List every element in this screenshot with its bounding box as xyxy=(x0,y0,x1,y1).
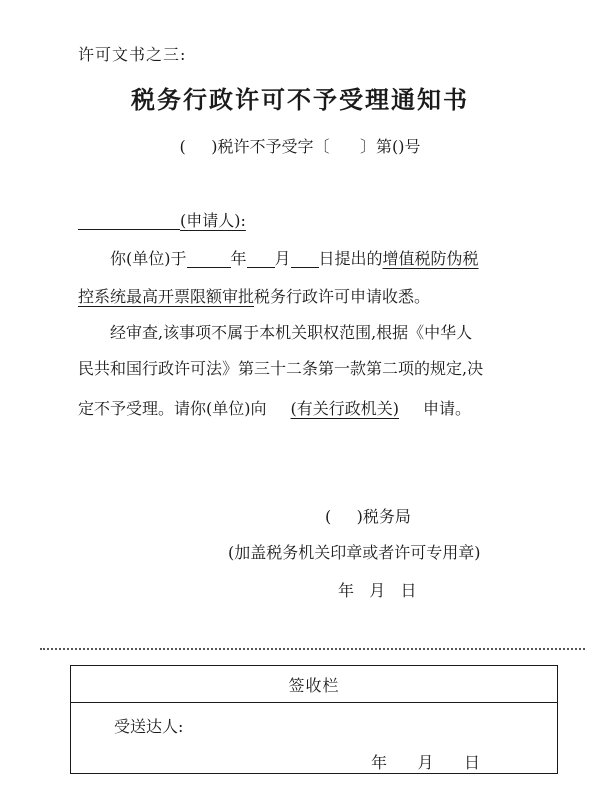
p1-day-text: 日提出的 xyxy=(318,249,383,268)
receipt-date: 年 月 日 xyxy=(371,753,481,772)
paragraph-2-line-2: 民共和国行政许可法》第三十二条第一款第二项的规定,决 xyxy=(78,359,484,378)
applicant-line xyxy=(78,208,246,231)
p2-line3-prefix: 定不予受理。请你(单位)向 xyxy=(78,399,267,418)
paragraph-1-line-2 xyxy=(78,284,430,307)
month-blank[interactable] xyxy=(247,247,275,268)
cut-line-divider xyxy=(40,648,585,650)
applicant-suffix: (申请人): xyxy=(180,211,246,230)
document-title: 税务行政许可不予受理通知书 xyxy=(131,85,469,114)
receipt-title: 签收栏 xyxy=(71,666,557,703)
signature-date: 年 月 日 xyxy=(338,581,417,600)
p1-suffix: 税务行政许可申请收悉。 xyxy=(254,287,431,306)
year-blank[interactable] xyxy=(187,247,231,268)
p1-prefix: 你(单位)于 xyxy=(110,249,187,268)
p2-line3-suffix: 申请。 xyxy=(423,399,472,418)
day-blank[interactable] xyxy=(291,247,319,268)
document-category-label: 许可文书之三: xyxy=(78,45,187,64)
document-number-line: ( )税许不予受字〔 〕第()号 xyxy=(179,137,421,156)
paragraph-2-line-1: 经审查,该事项不属于本机关职权范围,根据《中华人 xyxy=(110,323,473,342)
receipt-section xyxy=(70,665,558,774)
tax-bureau-signature: ( )税务局 xyxy=(325,507,411,526)
applicant-blank[interactable] xyxy=(78,209,180,230)
p1-month-text: 月 xyxy=(274,249,291,268)
p1-year-text: 年 xyxy=(230,249,247,268)
authority-field: (有关行政机关) xyxy=(290,399,399,418)
permit-item-part-2: 控系统最高开票限额审批 xyxy=(78,287,255,306)
paragraph-2-line-3 xyxy=(78,396,471,419)
permit-item-part-1: 增值税防伪税 xyxy=(382,249,479,268)
recipient-label: 受送达人: xyxy=(114,717,184,736)
seal-note: (加盖税务机关印章或者许可专用章) xyxy=(228,543,481,562)
paragraph-1-line-1 xyxy=(78,246,479,269)
